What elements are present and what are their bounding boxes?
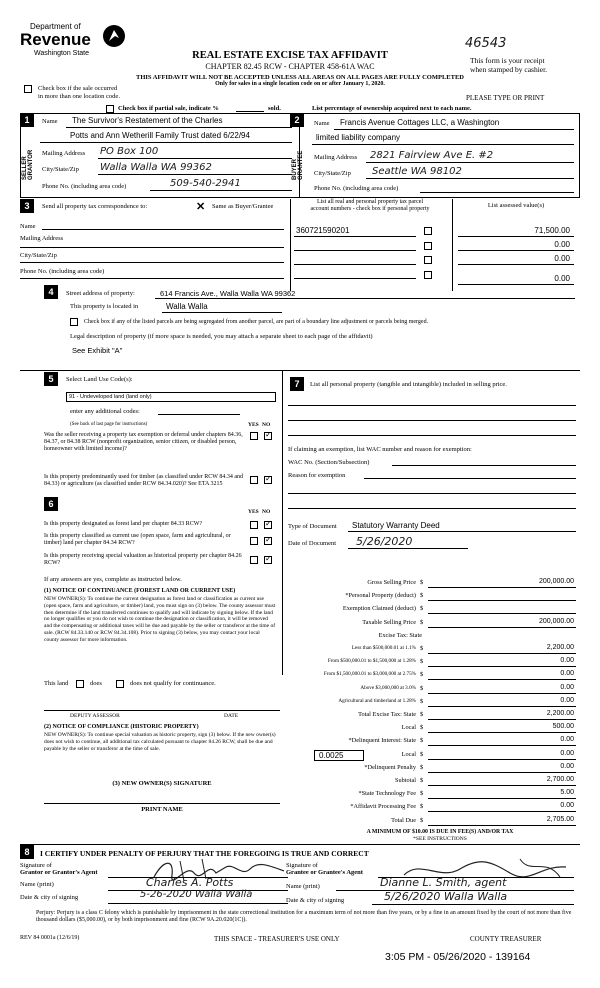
tax-row-value[interactable]: 0.00 <box>560 736 574 744</box>
buyer-city-label: City/State/Zip <box>314 170 351 177</box>
parcel-personal-checkbox-2[interactable] <box>424 242 432 250</box>
partial-sale-checkbox[interactable] <box>106 105 114 113</box>
buyer-city-value[interactable]: Seattle WA 98102 <box>372 166 462 177</box>
tax-row-line <box>428 600 576 601</box>
dept-line1: Department of <box>30 22 81 31</box>
notice2-body: NEW OWNER(S): To continue special valuation as historic property, sign (3) below. If the new owner(s) does not wish to continue, all additional tax calculated pursuant to chapter 84.26 RCW, shall be due and payable by the seller or transferor at the time of sale. <box>44 732 276 752</box>
segregated-label: Check box if any of the listed parcels are being segregated from another parcel, are part of a boundary line adjustment or parcels being merged. <box>84 319 429 325</box>
dor-logo <box>20 22 130 72</box>
section-5-number: 5 <box>44 372 58 386</box>
tax-row-dollar: $ <box>420 816 424 824</box>
tax-row-label: *Delinquent Penalty <box>364 763 416 771</box>
tax-row-value[interactable]: 2,200.00 <box>546 710 574 717</box>
buyer-phone-label: Phone No. (including area code) <box>314 185 399 192</box>
buyer-mailing-label: Mailing Address <box>314 154 358 161</box>
tax-row-label: Local <box>401 724 416 732</box>
multi-location-label-1: Check box if the sale occurred <box>38 85 118 92</box>
county-treasurer: COUNTY TREASURER <box>470 935 542 943</box>
multi-location-label-2: in more than one location code. <box>38 93 120 100</box>
assessed-value-3[interactable]: 0.00 <box>554 254 570 263</box>
section-4-number: 4 <box>44 285 58 299</box>
see-back-note: (See back of last page for instructions) <box>70 422 148 427</box>
land-does-label: does <box>90 680 102 687</box>
tax-row-value[interactable]: 0.00 <box>560 670 574 678</box>
tax-row-dollar: $ <box>420 658 424 666</box>
tax-row-dollar: $ <box>420 671 424 679</box>
s6-instructions: If any answers are yes, complete as instructed below. <box>44 576 182 583</box>
tax-row-line <box>428 706 576 707</box>
s5-q1-yes[interactable] <box>250 432 258 440</box>
tax-row-dollar: $ <box>420 645 424 652</box>
form-title: REAL ESTATE EXCISE TAX AFFIDAVIT <box>192 50 388 61</box>
seller-mailing-label: Mailing Address <box>42 150 86 157</box>
tax-row-label: Excise Tax: State <box>378 631 422 639</box>
tax-row-dollar: $ <box>420 618 424 626</box>
grantor-name-label: Name (print) <box>20 881 54 888</box>
tax-row-value[interactable]: 5.00 <box>560 789 574 797</box>
seller-city-value[interactable]: Walla Walla WA 99362 <box>100 162 212 173</box>
notice2-title: (2) NOTICE OF COMPLIANCE (HISTORIC PROPERTY) <box>44 724 199 730</box>
assessed-value-1[interactable]: 71,500.00 <box>534 226 570 235</box>
buyer-mailing-value[interactable]: 2821 Fairview Ave E. #2 <box>370 150 494 161</box>
dor-logo-icon <box>102 24 126 48</box>
assessed-value-2[interactable]: 0.00 <box>554 240 570 249</box>
s6-question-3: Is this property receiving special valuation as historical property per chapter 84.26 RCW? <box>44 553 242 566</box>
deputy-date-label: DATE <box>224 713 239 719</box>
s5-q2-yes[interactable] <box>250 476 258 484</box>
buyer-name-line2[interactable]: limited liability company <box>316 133 401 142</box>
land-use-select[interactable]: 91 - Undeveloped land (land only) <box>66 392 276 402</box>
tax-row-line <box>428 666 576 667</box>
tax-row-label: *State Technology Fee <box>358 790 416 798</box>
located-in-label: This property is located in <box>70 303 139 310</box>
parcel-personal-checkbox-1[interactable] <box>424 227 432 235</box>
tax-row-label: *Personal Property (deduct) <box>345 592 416 600</box>
s6-question-1: Is this property designated as forest land per chapter 84.33 RCW? <box>44 521 203 527</box>
grantee-name-value[interactable]: Dianne L. Smith, agent <box>380 876 507 889</box>
same-as-buyer-label: Same as Buyer/Grantee <box>212 203 274 210</box>
reason-label: Reason for exemption <box>288 472 346 479</box>
tax-row-line <box>428 745 576 746</box>
s6-no: NO <box>262 509 271 515</box>
grantor-sig-label-2: Grantor or Grantor's Agent <box>20 869 98 876</box>
section-1-number: 1 <box>20 113 34 127</box>
notice1-title: (1) NOTICE OF CONTINUANCE (FOREST LAND OR CURRENT USE) <box>44 588 236 594</box>
s6-q3-yes[interactable] <box>250 556 258 564</box>
partial-sale-line <box>236 111 264 112</box>
s6-q3-no[interactable] <box>264 556 272 564</box>
tax-row-value[interactable]: 0.00 <box>560 683 574 691</box>
tax-row-line <box>428 587 576 588</box>
exemption-claim-label: If claiming an exemption, list WAC number and reason for exemption: <box>288 446 472 453</box>
tax-row-dollar: $ <box>420 737 424 745</box>
treasurer-space: THIS SPACE - TREASURER'S USE ONLY <box>214 935 340 943</box>
legal-description-label: Legal description of property (if more space is needed, you may attach a separate sheet to each page of the affidavit) <box>70 333 373 340</box>
tax-row-value[interactable]: 200,000.00 <box>538 578 574 585</box>
perjury-statement: Perjury: Perjury is a class C felony which is punishable by imprisonment in the state correctional institution for a maximum term of not more than five years, or by a fine in an amount fixed by the court of not more than five thousand dollars ($5,000.00), or by both imprisonment and fine (RCW 9A.20.020(1C)). <box>36 910 572 923</box>
assessed-header: List assessed value(s) <box>487 202 545 209</box>
section-6-number: 6 <box>44 497 58 511</box>
seller-name-line2[interactable]: Potts and Ann Wetherill Family Trust dated 6/22/94 <box>70 131 250 140</box>
additional-codes-label: enter any additional codes: <box>70 408 140 415</box>
land-does-checkbox[interactable] <box>76 680 84 688</box>
s6-question-2: Is this property classified as current use (open space, farm and agricultural, or timber) land per chapter 84.34 RCW? <box>44 533 231 546</box>
tax-row-dollar: $ <box>420 750 424 758</box>
buyer-name-label: Name <box>314 120 330 127</box>
grantee-date-value[interactable]: 5/26/2020 Walla Walla <box>384 890 508 903</box>
handwritten-number: 46543 <box>465 36 507 51</box>
warning-text-2: Only for sales in a single location code on or after January 1, 2020. <box>215 81 385 87</box>
tax-row-label: Gross Selling Price <box>367 579 416 586</box>
s5-no: NO <box>262 422 271 428</box>
s5-q2-no[interactable] <box>264 476 272 484</box>
send-correspondence-label: Send all property tax correspondence to: <box>42 203 148 210</box>
ownership-note: List percentage of ownership acquired next to each name. <box>312 105 472 112</box>
section-2-number: 2 <box>290 113 304 127</box>
multi-location-checkbox[interactable] <box>24 85 32 93</box>
corr-city-label: City/State/Zip <box>20 252 57 259</box>
personal-property-label: List all personal property (tangible and intangible) included in selling price. <box>310 381 507 388</box>
deputy-assessor-label: DEPUTY ASSESSOR <box>70 713 120 719</box>
parcel-header-1: List all real and personal property tax parcel <box>316 199 424 205</box>
tax-row-dollar: $ <box>420 605 424 613</box>
notice1-body: NEW OWNER(S): To continue the current designation as forest land or classification as current use (open space, farm and agriculture, or timber) land, you must sign on (3) below. The county assessor must then determine if the land transferred continues to qualify and will indicate by signing below. If the land no longer qualifies or you do not wish to continue the designation or classification, it will be removed and the compensating or additional taxes will be due and payable by the seller or transferor at the time of sale. (RCW 84.33.140 or RCW 84.34.108). Prior to signing (3) below, you may contact your local county assessor for more information. <box>44 596 276 643</box>
dept-line2: Revenue <box>20 30 91 49</box>
parcel-number-1[interactable]: 360721590201 <box>296 226 350 235</box>
tax-row-value[interactable]: 0.00 <box>560 762 574 770</box>
tax-row-line <box>428 679 576 680</box>
corr-mailing-label: Mailing Address <box>20 235 64 242</box>
tax-row-dollar: $ <box>420 684 424 692</box>
parcel-personal-checkbox-3[interactable] <box>424 256 432 264</box>
partial-sale-sold: sold. <box>268 105 281 112</box>
tax-row-line <box>428 759 576 760</box>
tax-row-dollar: $ <box>420 777 424 784</box>
tax-computation-table <box>288 576 580 846</box>
tax-row-value[interactable]: 500.00 <box>552 723 574 731</box>
land-use-label: Select Land Use Code(s): <box>66 376 133 383</box>
seller-name-line1[interactable]: The Survivor's Restatement of the Charles <box>72 116 223 125</box>
tax-row-dollar: $ <box>420 790 424 798</box>
tax-row-line <box>428 693 576 694</box>
tax-row-value[interactable]: 0.00 <box>560 802 574 810</box>
this-land-label: This land <box>44 680 69 687</box>
s6-yes: YES <box>248 509 259 515</box>
receipt-note-1: This form is your receipt <box>470 56 545 65</box>
form-subtitle: CHAPTER 82.45 RCW - CHAPTER 458-61A WAC <box>205 62 375 71</box>
grantor-date-value[interactable]: 5-26-2020 Walla Walla <box>140 889 253 900</box>
s6-q2-yes[interactable] <box>250 537 258 545</box>
section-7-number: 7 <box>290 377 304 391</box>
dept-line3: Washington State <box>34 50 89 57</box>
tax-row-label: Agricultural and timberland at 1.28% <box>338 697 416 704</box>
tax-row-line <box>428 653 576 654</box>
see-instructions: *SEE INSTRUCTIONS <box>413 836 467 842</box>
tax-row-value[interactable]: 0.00 <box>560 749 574 757</box>
section-8-number: 8 <box>20 845 34 859</box>
tax-row-line <box>428 732 576 733</box>
corr-name-label: Name <box>20 223 36 230</box>
tax-row-label: From $500,000.01 to $1,500,000 at 1.28% <box>327 658 416 665</box>
land-does-not-checkbox[interactable] <box>116 680 124 688</box>
tax-row-label: Exemption Claimed (deduct) <box>342 605 416 613</box>
seller-mailing-value[interactable]: PO Box 100 <box>100 146 159 157</box>
s5-q1-no[interactable] <box>264 432 272 440</box>
form-number: REV 84 0001a (12/6/19) <box>20 935 80 941</box>
new-owner-signature-label: (3) NEW OWNER(S) SIGNATURE <box>112 780 212 787</box>
tax-row-value[interactable]: 0.00 <box>560 657 574 665</box>
tax-row-line <box>428 772 576 773</box>
print-name-label: PRINT NAME <box>141 806 183 813</box>
street-address-label: Street address of property: <box>66 290 135 297</box>
section-3-number: 3 <box>20 199 34 213</box>
tax-row-value[interactable]: 2,705.00 <box>546 815 574 823</box>
grantor-name-value[interactable]: Charles A. Potts <box>146 876 234 889</box>
tax-row-label: Taxable Selling Price <box>362 618 416 626</box>
tax-row-line <box>428 613 576 614</box>
tax-row-line <box>428 825 576 826</box>
tax-row-label: Total Due <box>391 816 416 824</box>
doc-date-label: Date of Document <box>288 540 337 547</box>
same-as-buyer-mark[interactable]: ✕ <box>196 201 206 213</box>
receipt-note-2: when stamped by cashier. <box>470 65 548 74</box>
buyer-name-line1[interactable]: Francis Avenue Cottages LLC, a Washington <box>340 118 500 127</box>
type-or-print: PLEASE TYPE OR PRINT <box>466 94 545 102</box>
segregated-checkbox[interactable] <box>70 318 78 326</box>
s5-question-2: Is this property predominantly used for timber (as classified under RCW 84.34 and 84.33) or agriculture (as classified under RCW 84.34.020)? See ETA 3215 <box>44 474 244 488</box>
tax-row-line <box>428 798 576 799</box>
tax-row-dollar: $ <box>420 803 424 811</box>
grantee-name-label: Name (print) <box>286 883 320 890</box>
street-address-value[interactable]: 614 Francis Ave., Walla Walla WA 99362 <box>160 289 296 298</box>
tax-row-label: *Affidavit Processing Fee <box>350 803 416 811</box>
s6-q1-yes[interactable] <box>250 521 258 529</box>
tax-row-value[interactable]: 200,000.00 <box>538 617 574 625</box>
s6-q1-no[interactable] <box>264 521 272 529</box>
seller-grantor-label: SELLER GRANTOR <box>22 149 34 180</box>
tax-row-dollar: $ <box>420 697 424 705</box>
grantor-date-label: Date & city of signing <box>20 894 79 901</box>
recording-stamp: 3:05 PM - 05/26/2020 - 139164 <box>385 951 531 963</box>
seller-city-label: City/State/Zip <box>42 166 79 173</box>
tax-row-label: Total Excise Tax: State <box>358 711 416 718</box>
doc-date-value[interactable]: 5/26/2020 <box>356 535 413 548</box>
tax-row-label: Subtotal <box>395 777 416 784</box>
legal-description-value[interactable]: See Exhibit "A" <box>72 346 123 355</box>
local-rate-box[interactable] <box>314 750 364 761</box>
tax-row-label: From $1,500,000.01 to $3,000,000 at 2.75% <box>323 671 416 678</box>
tax-row-dollar: $ <box>420 711 424 718</box>
tax-row-label: Less than $500,000.01 at 1.1% <box>351 645 416 651</box>
warning-text: THIS AFFIDAVIT WILL NOT BE ACCEPTED UNLESS ALL AREAS ON ALL PAGES ARE FULLY COMPLETED <box>136 74 464 81</box>
seller-name-label: Name <box>42 118 58 125</box>
tax-row-label: *Delinquent Interest: State <box>348 737 416 745</box>
parcel-personal-checkbox-4[interactable] <box>424 271 432 279</box>
located-in-value[interactable]: Walla Walla <box>166 302 208 311</box>
assessed-value-4[interactable]: 0.00 <box>554 274 570 283</box>
s6-q2-no[interactable] <box>264 537 272 545</box>
tax-row-line <box>428 811 576 812</box>
doc-type-value[interactable]: Statutory Warranty Deed <box>352 521 440 530</box>
s5-question-1: Was the seller receiving a property tax exemption or deferral under chapters 84.36, 84.37, or 84.38 RCW (nonprofit organization, senior citizen, or disabled person, homeowner with limited income)? <box>44 432 243 453</box>
s5-yes: YES <box>248 422 259 428</box>
tax-row-line <box>428 785 576 786</box>
certify-statement: I CERTIFY UNDER PENALTY OF PERJURY THAT THE FOREGOING IS TRUE AND CORRECT <box>40 849 369 858</box>
tax-row-value[interactable]: 0.00 <box>560 696 574 704</box>
parcel-header-2: account numbers - check box if personal property <box>310 206 430 212</box>
land-does-not-label: does not qualify for continuance. <box>130 680 216 687</box>
grantee-sig-label-1: Signature of <box>286 862 318 869</box>
wac-label: WAC No. (Section/Subsection) <box>288 459 370 466</box>
tax-row-value[interactable]: 2,200.00 <box>546 644 574 651</box>
tax-row-dollar: $ <box>420 763 424 771</box>
tax-row-label: Above $3,000,000 at 3.0% <box>360 684 416 691</box>
seller-phone-label: Phone No. (including area code) <box>42 183 127 190</box>
partial-sale-label: Check box if partial sale, indicate % <box>118 105 219 112</box>
tax-row-line <box>428 627 576 628</box>
tax-row-label: Local <box>401 750 416 758</box>
minimum-note: A MINIMUM OF $10.00 IS DUE IN FEE(S) AND/OR TAX <box>366 829 514 835</box>
grantee-sig-label-2: Grantee or Grantee's Agent <box>286 869 363 876</box>
tax-row-dollar: $ <box>420 592 424 600</box>
tax-row-line <box>428 719 576 720</box>
doc-type-label: Type of Document <box>288 523 337 530</box>
tax-row-dollar: $ <box>420 724 424 732</box>
corr-phone-label: Phone No. (including area code) <box>20 268 105 275</box>
local-rate-value: 0.0025 <box>319 751 344 760</box>
grantor-sig-label-1: Signature of <box>20 862 52 869</box>
tax-row-value[interactable]: 2,700.00 <box>546 776 574 783</box>
buyer-grantee-label: BUYER GRANTEE <box>292 150 304 180</box>
grantee-date-label: Date & city of signing <box>286 897 345 904</box>
seller-phone-value[interactable]: 509-540-2941 <box>170 178 241 189</box>
tax-row-dollar: $ <box>420 579 424 586</box>
